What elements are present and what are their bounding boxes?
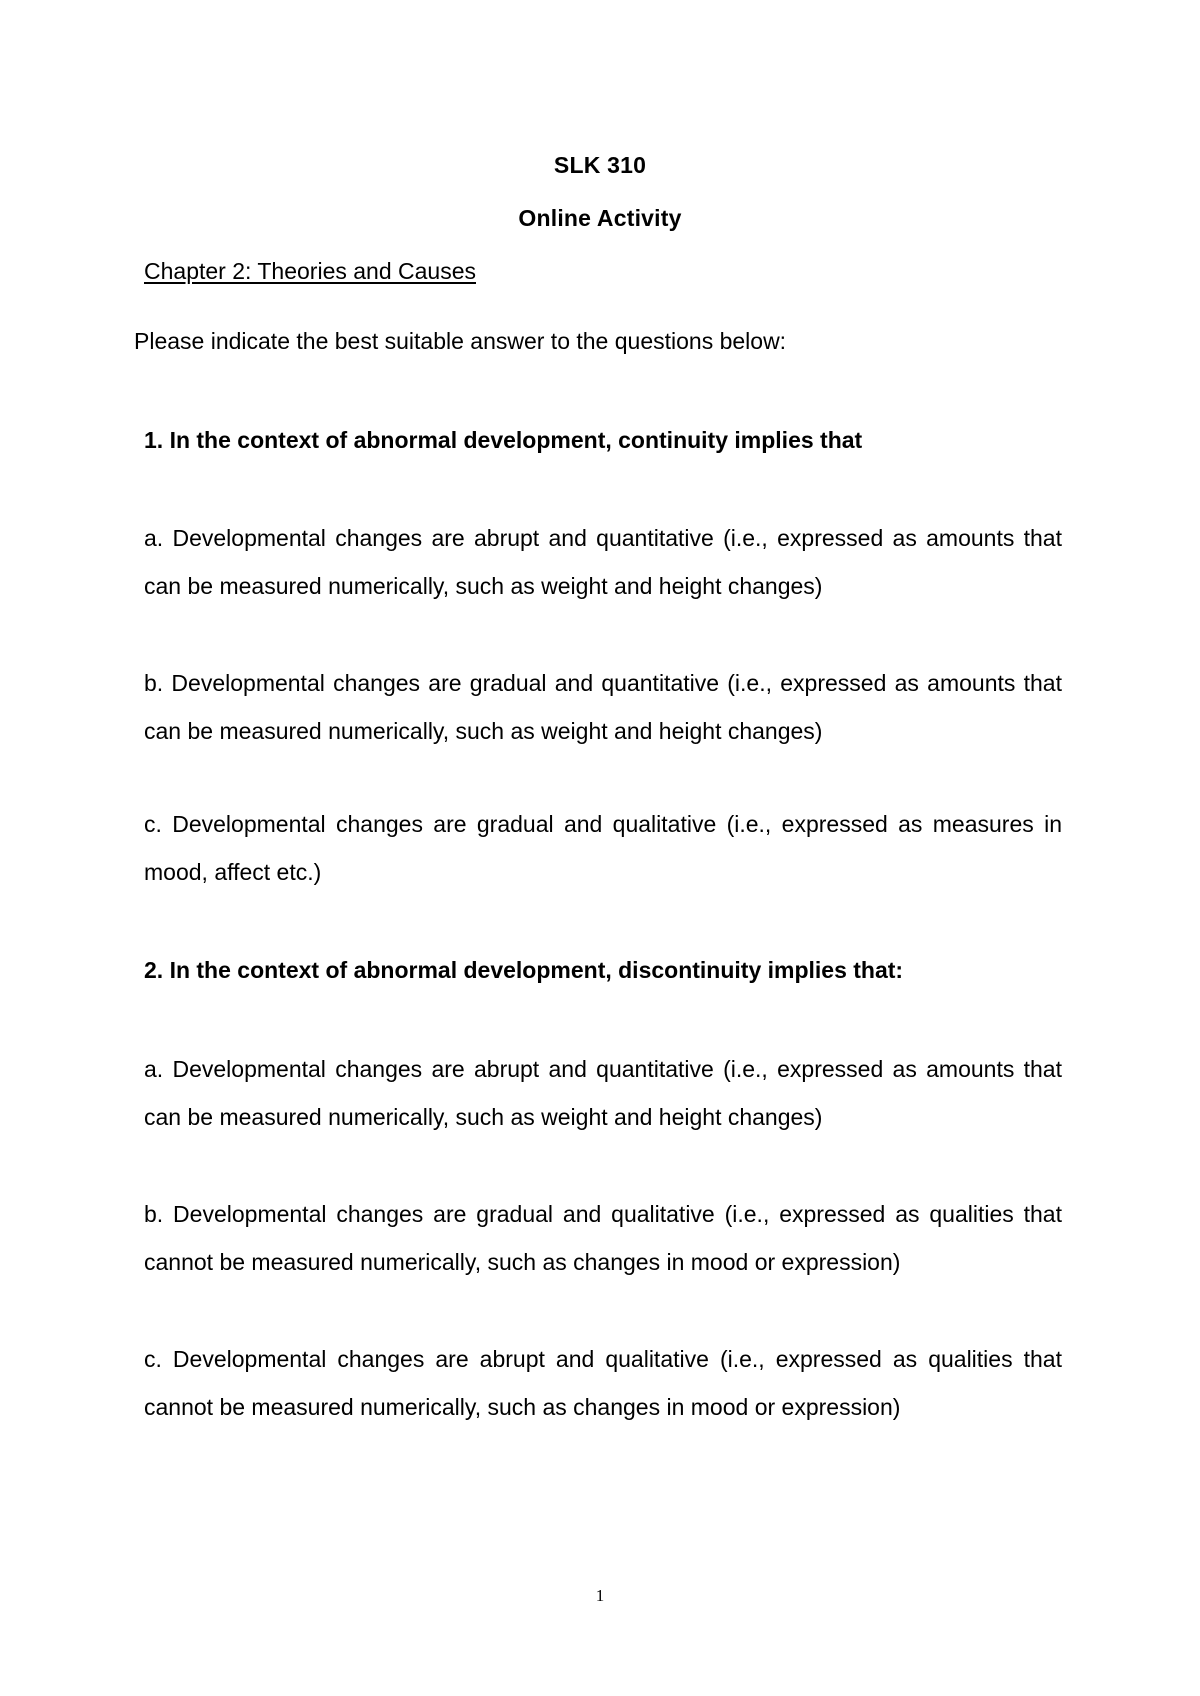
question-2-option-b: b. Developmental changes are gradual and qualitative (i.e., expressed as qualities that cannot be measured numerically, such as changes in mood or expression) xyxy=(144,1201,1062,1275)
question-1-option-c: c. Developmental changes are gradual and qualitative (i.e., expressed as measures in mood, affect etc.) xyxy=(144,811,1062,885)
question-1-option-b: b. Developmental changes are gradual and quantitative (i.e., expressed as amounts that can be measured numerically, such as weight and height changes) xyxy=(144,670,1062,744)
question-2-option-a: a. Developmental changes are abrupt and quantitative (i.e., expressed as amounts that can be measured numerically, such as weight and height changes) xyxy=(144,1056,1062,1130)
page-number: 1 xyxy=(595,1586,605,1605)
course-code-heading: SLK 310 xyxy=(553,152,647,178)
instruction-text: Please indicate the best suitable answer to the questions below: xyxy=(134,328,787,354)
question-2-option-c: c. Developmental changes are abrupt and qualitative (i.e., expressed as qualities that cannot be measured numerically, such as changes in mood or expression) xyxy=(144,1346,1062,1420)
question-2-stem: 2. In the context of abnormal development, discontinuity implies that: xyxy=(144,957,904,983)
question-1-stem: 1. In the context of abnormal development, continuity implies that xyxy=(144,427,863,453)
activity-title-heading: Online Activity xyxy=(518,205,682,231)
chapter-heading: Chapter 2: Theories and Causes xyxy=(144,258,476,284)
question-1-option-a: a. Developmental changes are abrupt and quantitative (i.e., expressed as amounts that can be measured numerically, such as weight and height changes) xyxy=(144,525,1062,599)
